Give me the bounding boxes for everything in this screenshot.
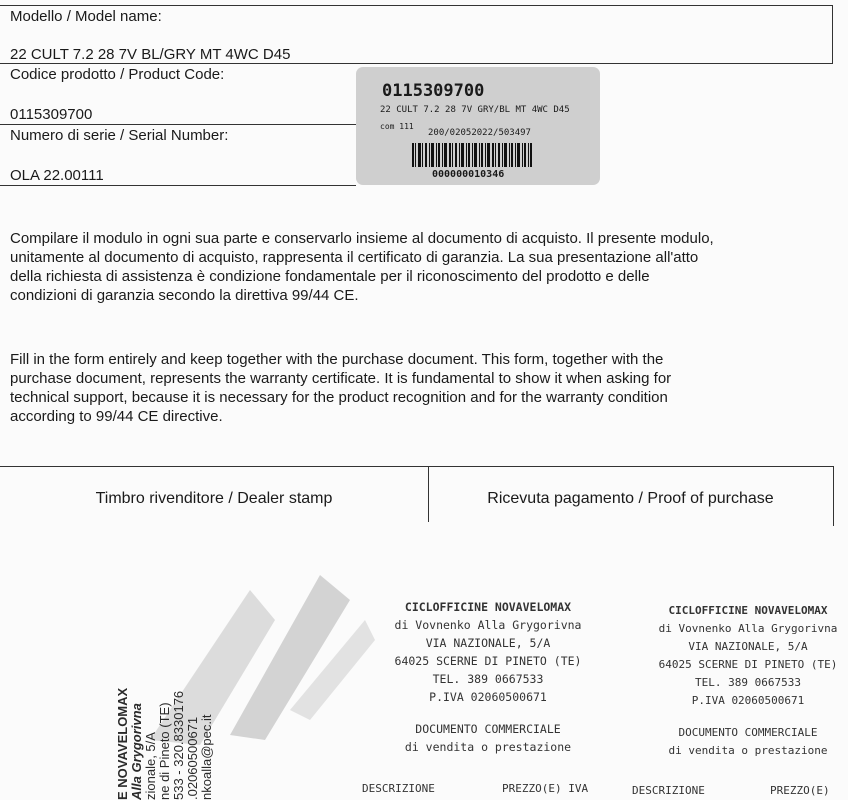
receipt-line: P.IVA 02060500671 <box>429 690 547 704</box>
code-underline <box>0 124 356 125</box>
sticker-order: com 111 <box>380 122 414 131</box>
sticker-barcode-number: 000000010346 <box>432 169 505 180</box>
model-underline <box>0 63 833 64</box>
receipt-right-col-price: PREZZO(E) <box>770 784 830 797</box>
code-label: Codice prodotto / Product Code: <box>10 66 225 83</box>
receipt-left-col-price: PREZZO(E) IVA <box>502 782 589 795</box>
stamp-line: nkoalla@pec.it <box>199 714 214 800</box>
receipt-line: DOCUMENTO COMMERCIALE <box>678 726 818 739</box>
stamp-line: ne di Pineto (TE) <box>157 702 172 800</box>
receipt-right-col-description: DESCRIZIONE <box>632 784 705 797</box>
stamp-line: E NOVAVELOMAX <box>115 687 130 800</box>
italian-line: condizioni di garanzia secondo la direttiva 99/44 CE. <box>10 287 359 304</box>
boxes-top-border <box>0 466 834 467</box>
stamp-line: .02060500671 <box>185 716 200 800</box>
receipt-line: di Vovnenko Alla Grygorivna <box>394 618 582 632</box>
sticker-ref: 200/02052022/503497 <box>428 128 531 138</box>
proof-of-purchase-label: Ricevuta pagamento / Proof of purchase <box>487 490 774 507</box>
italian-line: unitamente al documento di acquisto, rappresenta il certificato di garanzia. La sua presentazione all'atto <box>10 249 699 266</box>
stamp-line: 533 - 320.8330176 <box>171 690 186 800</box>
right-border <box>832 5 833 63</box>
receipt-line: CICLOFFICINE NOVAVELOMAX <box>404 600 572 614</box>
receipt-line: TEL. 389 0667533 <box>432 672 544 686</box>
product-sticker <box>356 67 600 185</box>
serial-underline <box>0 185 356 186</box>
receipt-line: P.IVA 02060500671 <box>691 694 805 707</box>
receipt-line: di Vovnenko Alla Grygorivna <box>658 622 838 635</box>
serial-label: Numero di serie / Serial Number: <box>10 127 229 144</box>
dealer-stamp <box>116 640 214 800</box>
dealer-stamp-label: Timbro rivenditore / Dealer stamp <box>95 490 333 507</box>
italian-line: della richiesta di assistenza è condizione fondamentale per il riconoscimento del prodotto e delle <box>10 268 650 285</box>
receipt-line: TEL. 389 0667533 <box>695 676 801 689</box>
model-label: Modello / Model name: <box>10 8 162 25</box>
receipt-right <box>648 602 848 760</box>
english-paragraph <box>10 350 825 426</box>
receipt-line: 64025 SCERNE DI PINETO (TE) <box>658 658 838 671</box>
english-line: according to 99/44 CE directive. <box>10 408 223 425</box>
english-line: technical support, because it is necessary for the product recognition and for the warranty condition <box>10 389 668 406</box>
english-line: purchase document, represents the warranty certificate. It is fundamental to show it when asking for <box>10 370 672 387</box>
receipt-line: di vendita o prestazione <box>668 744 828 757</box>
top-border <box>0 5 833 6</box>
italian-line: Compilare il modulo in ogni sua parte e conservarlo insieme al documento di acquisto. Il presente modulo, <box>10 230 714 247</box>
barcode-icon <box>412 143 532 167</box>
receipt-line: VIA NAZIONALE, 5/A <box>688 640 808 653</box>
sticker-code: 0115309700 <box>382 81 485 101</box>
sticker-description: 22 CULT 7.2 28 7V GRY/BL MT 4WC D45 <box>380 105 570 115</box>
receipt-line: CICLOFFICINE NOVAVELOMAX <box>668 604 828 617</box>
receipt-left <box>368 598 608 756</box>
code-value: 0115309700 <box>10 106 93 123</box>
stamp-line: zionale, 5/A <box>143 732 158 800</box>
receipt-left-col-description: DESCRIZIONE <box>362 782 435 795</box>
italian-paragraph <box>10 229 825 305</box>
stamp-line: Alla Grygorivna <box>129 703 144 800</box>
serial-value: OLA 22.00111 <box>10 167 104 184</box>
receipt-line: VIA NAZIONALE, 5/A <box>425 636 551 650</box>
english-line: Fill in the form entirely and keep together with the purchase document. This form, together with the <box>10 351 664 368</box>
model-value: 22 CULT 7.2 28 7V BL/GRY MT 4WC D45 <box>10 46 291 63</box>
boxes-right-border <box>833 466 834 526</box>
receipt-line: 64025 SCERNE DI PINETO (TE) <box>394 654 582 668</box>
receipt-line: di vendita o prestazione <box>404 740 572 754</box>
receipt-line: DOCUMENTO COMMERCIALE <box>415 722 561 736</box>
